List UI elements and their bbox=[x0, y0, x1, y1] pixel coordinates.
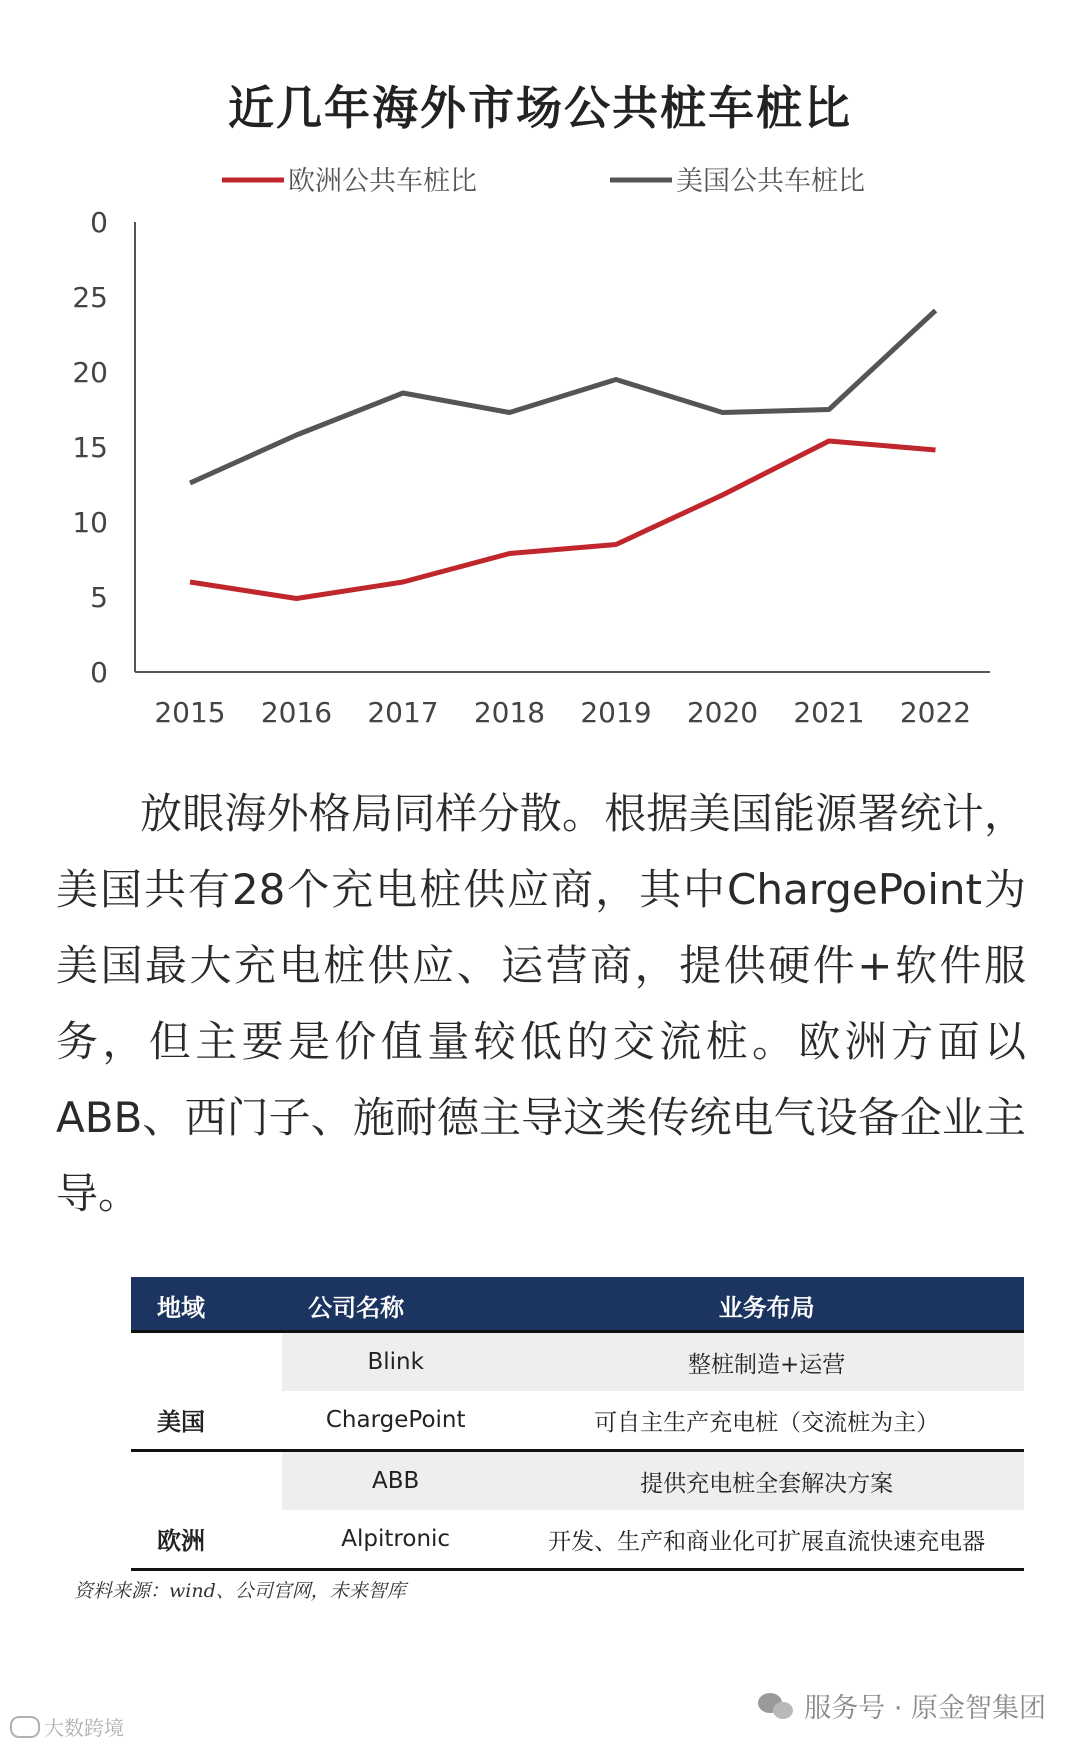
y-tick-label: 20 bbox=[72, 356, 108, 389]
region-cell-eu: 欧洲 bbox=[131, 1451, 282, 1570]
company-table bbox=[131, 1277, 1024, 1571]
footer-brand bbox=[10, 1712, 124, 1741]
x-axis-ticks bbox=[154, 696, 971, 729]
chart-series bbox=[190, 311, 936, 599]
business-cell: 开发、生产和商业化可扩展直流快速充电器 bbox=[509, 1510, 1024, 1570]
company-cell: Blink bbox=[282, 1332, 509, 1392]
table-header-row bbox=[131, 1279, 1024, 1332]
wechat-icon bbox=[758, 1691, 796, 1721]
header-company: 公司名称 bbox=[282, 1279, 509, 1332]
footer-brand-text: 大数跨境 bbox=[44, 1716, 124, 1740]
y-tick-label: 0 bbox=[90, 206, 108, 239]
series-line-0 bbox=[190, 441, 936, 599]
company-cell: Alpitronic bbox=[282, 1510, 509, 1570]
table-row bbox=[131, 1332, 1024, 1392]
y-tick-label: 10 bbox=[72, 506, 108, 539]
y-axis-ticks bbox=[72, 206, 108, 689]
x-tick-label: 2022 bbox=[899, 696, 972, 729]
x-tick-label: 2021 bbox=[793, 696, 865, 729]
region-cell-us: 美国 bbox=[131, 1332, 282, 1451]
watermark-text: 服务号 · 原金智集团 bbox=[804, 1693, 1046, 1724]
brand-logo-icon bbox=[10, 1716, 40, 1738]
company-cell: ABB bbox=[282, 1451, 509, 1511]
legend-label: 欧洲公共车桩比 bbox=[288, 166, 477, 197]
y-tick-label: 0 bbox=[90, 656, 108, 689]
business-cell: 可自主生产充电桩（交流桩为主） bbox=[509, 1391, 1024, 1451]
chart-title: 近几年海外市场公共桩车桩比 bbox=[228, 81, 852, 135]
chart-area bbox=[0, 0, 1080, 750]
y-tick-label: 5 bbox=[90, 581, 108, 614]
business-cell: 整桩制造+运营 bbox=[509, 1332, 1024, 1392]
x-tick-label: 2015 bbox=[154, 696, 226, 729]
footer-watermark bbox=[758, 1686, 1046, 1725]
y-tick-label: 15 bbox=[72, 431, 108, 464]
article-paragraph: 放眼海外格局同样分散。根据美国能源署统计，美国共有28个充电桩供应商，其中ChargePoint为美国最大充电桩供应、运营商，提供硬件+软件服务，但主要是价值量较低的交流桩。欧洲方面以ABB、西门子、施耐德主导这类传统电气设备企业主导。 bbox=[56, 789, 1026, 1218]
business-cell: 提供充电桩全套解决方案 bbox=[509, 1451, 1024, 1511]
x-tick-label: 2019 bbox=[580, 696, 652, 729]
x-tick-label: 2016 bbox=[260, 696, 333, 729]
source-note: 资料来源：wind、公司官网，未来智库 bbox=[74, 1580, 406, 1602]
chart-legend bbox=[222, 166, 865, 197]
x-tick-label: 2018 bbox=[473, 696, 546, 729]
header-business: 业务布局 bbox=[509, 1279, 1024, 1332]
company-cell: ChargePoint bbox=[282, 1391, 509, 1451]
x-tick-label: 2020 bbox=[686, 696, 759, 729]
series-line-1 bbox=[190, 311, 936, 484]
legend-label: 美国公共车桩比 bbox=[676, 166, 865, 197]
header-region: 地域 bbox=[131, 1279, 282, 1332]
table-row bbox=[131, 1451, 1024, 1511]
x-tick-label: 2017 bbox=[367, 696, 439, 729]
line-chart bbox=[0, 0, 1080, 750]
y-tick-label: 25 bbox=[72, 281, 108, 314]
